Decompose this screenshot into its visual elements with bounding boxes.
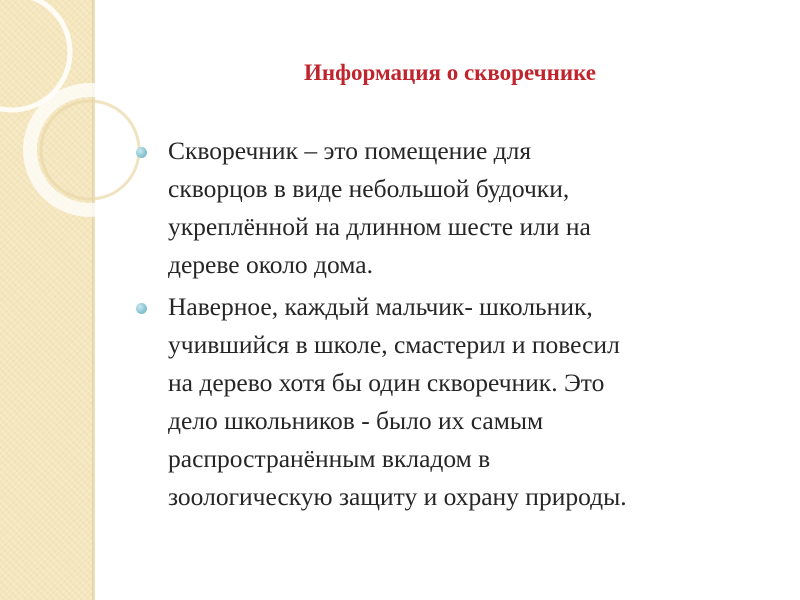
- slide-title: Информация о скворечнике: [304, 60, 596, 85]
- list-item: [132, 132, 772, 284]
- bullet-text: Скворечник – это помещение для скворцов в виде небольшой будочки, укреплённой на длинном шесте или на дереве около дома.: [168, 136, 591, 279]
- left-band-edge: [92, 0, 95, 600]
- circle-bullet-icon: [136, 303, 147, 314]
- list-item: [132, 288, 772, 516]
- circle-bullet-icon: [136, 147, 147, 158]
- left-decorative-band: [0, 0, 92, 600]
- bullet-list: [132, 132, 772, 520]
- bullet-text: Наверное, каждый мальчик- школьник, учившийся в школе, смастерил и повесил на дерево хотя бы один скворечник. Это дело школьников - было их самым распространённым вкладом в зоологическую защиту и охрану природы.: [168, 292, 627, 511]
